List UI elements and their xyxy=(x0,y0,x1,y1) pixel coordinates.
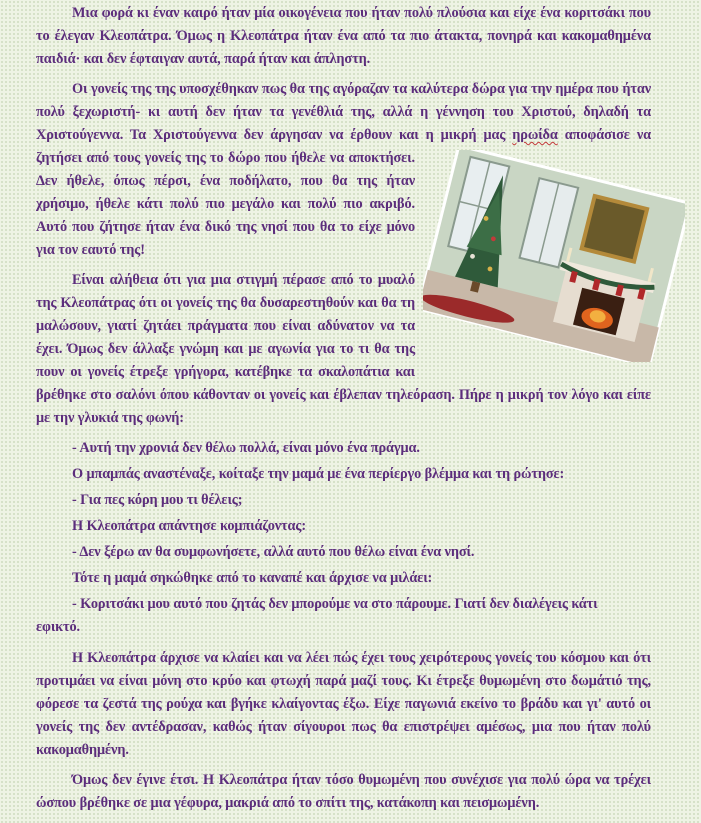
paragraph-5: Όμως δεν έγινε έτσι. Η Κλεοπάτρα ήταν τόσο θυμωμένη που συνέχισε για πολύ ώρα να τρέχει ώσπου βρέθηκε σε μια γέφυρα, μακριά από το σπίτι της, κατάκοπη και πεισμωμένη. xyxy=(36,772,651,811)
paragraph-3: Είναι αλήθεια ότι για μια στιγμή πέρασε από το μυαλό της Κλεοπάτρας ότι οι γονείς της θα δυσαρεστηθούν και θα τη μαλώσουν, γιατί ζητάει πράγματα που είναι αδύνατον να τα έχει. Όμως δεν άλλαξε γνώμη και με αγωνία για το τι θα της πουν οι γονείς έτρεξε γρήγορα, κατέβηκε τα σκαλοπάτια και βρέθηκε στο σαλόνι όπου κάθονταν οι γονείς και έβλεπαν τηλεόραση. Πήρε η μικρή τον λόγο και είπε με την γλυκιά της φωνή: xyxy=(36,272,651,426)
paragraph-2 xyxy=(36,78,651,262)
spellcheck-word[interactable]: ηρωίδα xyxy=(512,127,558,143)
paragraph-2-start: Οι γονείς της της υποσχέθηκαν πως θα της αγόραζαν τα καλύτερα δώρα για την ημέρα που ήταν πολύ ξεχωριστή- κι αυτή δεν ήταν τα γενέθλιά της, αλλά η γέννηση του Χριστού, δηλαδή τα Χριστούγεννα. Τα Χριστούγεννα δεν άργησαν να έρθουν και η μικρή μας xyxy=(36,81,651,143)
paragraph-1: Μια φορά κι έναν καιρό ήταν μία οικογένεια που ήταν πολύ πλούσια και είχε ένα κοριτσάκι που το έλεγαν Κλεοπάτρα. Όμως η Κλεοπάτρα ήταν ένα από τα πιο άτακτα, πονηρά και κακομαθημένα παιδιά· και δεν έφταιγαν αυτά, παρά ήταν και άπληστη. xyxy=(36,5,651,67)
christmas-room-picture-icon xyxy=(423,150,685,362)
paragraph-4: Η Κλεοπάτρα άρχισε να κλαίει και να λέει πώς έχει τους χειρότερους γονείς του κόσμου και ότι προτιμάει να είναι μόνη στο κρύο και φτωχή παρά μαζί τους. Κι έτρεξε θυμωμένη στο δωμάτιό της, φόρεσε τα ζεστά της ρούχα και βγήκε κλαίγοντας έξω. Είχε παγωνιά εκείνο το βράδυ και γι' αυτό οι γονείς της δεν αντέδρασαν, καθώς ήταν σίγουροι πως θα επιστρέψει αμέσως, μια που ήταν πολύ κακομαθημένη. xyxy=(36,650,651,758)
dialogue-line-2: Ο μπαμπάς αναστέναξε, κοίταξε την μαμά με ένα περίεργο βλέμμα και τη ρώτησε: xyxy=(72,466,565,482)
document-body xyxy=(36,2,651,822)
dialogue-line-7: - Κοριτσάκι μου αυτό που ζητάς δεν μπορούμε να στο πάρουμε. Γιατί δεν διαλέγεις κάτι xyxy=(72,596,598,612)
dialogue-line-7-continued: εφικτό. xyxy=(36,619,81,635)
dialogue-line-6: Τότε η μαμά σηκώθηκε από το καναπέ και άρχισε να μιλάει: xyxy=(72,570,433,586)
dialogue-line-4: Η Κλεοπάτρα απάντησε κομπιάζοντας: xyxy=(72,518,306,534)
christmas-room-illustration[interactable] xyxy=(423,150,685,362)
dialogue-line-1: - Αυτή την χρονιά δεν θέλω πολλά, είναι μόνο ένα πράγμα. xyxy=(72,440,420,456)
dialogue-line-3: - Για πες κόρη μου τι θέλεις; xyxy=(72,492,243,508)
paragraph-2-end: αποφάσισε να ζητήσει από τους γονείς της το δώρο που ήθελε να αποκτήσει. Δεν ήθελε, όπως πέρσι, ένα ποδήλατο, που θα της ήταν χρήσιμο, ήθελε κάτι πολύ πιο μεγάλο και πολύ πιο ακριβό. Αυτό που ζήτησε ήταν ένα δικό της νησί που θα το είχε μόνο για τον εαυτό της! xyxy=(36,127,651,258)
dialogue-line-5: - Δεν ξέρω αν θα συμφωνήσετε, αλλά αυτό που θέλω είναι ένα νησί. xyxy=(72,544,475,560)
